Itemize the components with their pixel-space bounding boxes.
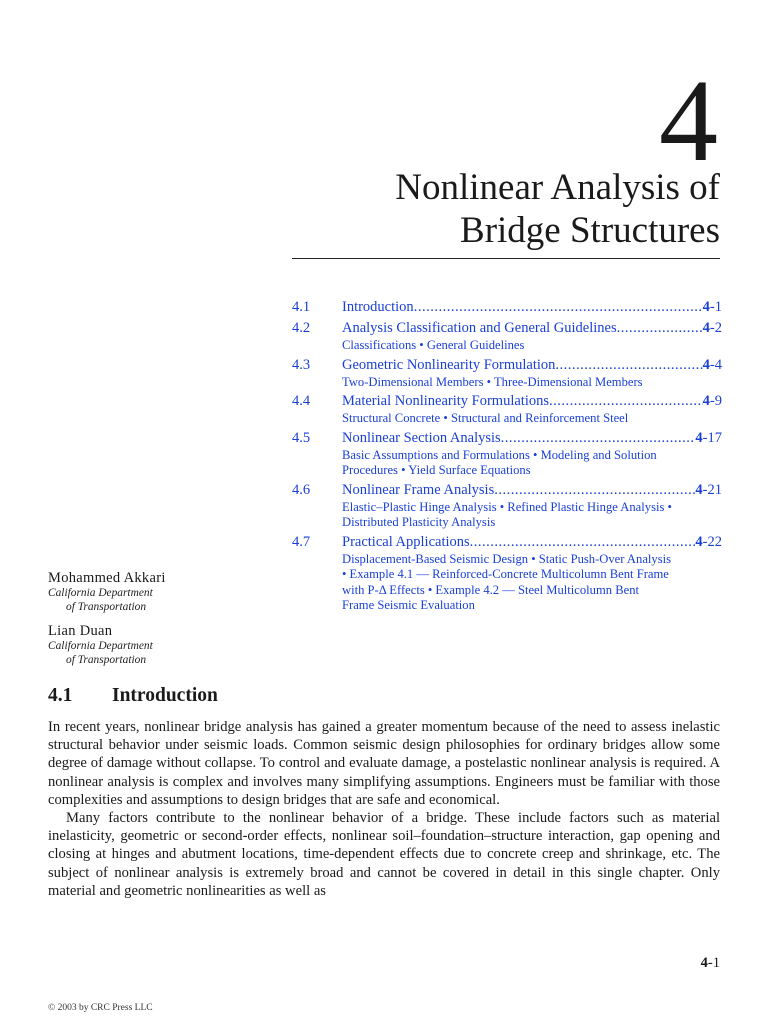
toc-leader-dots xyxy=(494,481,695,500)
toc-page-num: -9 xyxy=(709,393,722,409)
toc-entry[interactable] xyxy=(292,429,722,479)
toc-title-line[interactable] xyxy=(342,533,722,552)
toc-entry[interactable] xyxy=(292,356,722,391)
toc-entry[interactable] xyxy=(292,298,722,319)
toc-entry[interactable] xyxy=(292,392,722,427)
author-list xyxy=(48,569,278,675)
toc-page-num: -21 xyxy=(702,481,722,498)
toc-page-chapter: 4 xyxy=(702,299,710,315)
affiliation-line: of Transportation xyxy=(66,600,147,613)
toc-section-number[interactable]: 4.3 xyxy=(292,356,311,373)
toc-leader-dots xyxy=(549,392,703,411)
toc-leader-dots xyxy=(414,298,703,317)
author-affiliation xyxy=(48,587,278,614)
title-rule xyxy=(292,258,720,259)
toc-page-ref[interactable] xyxy=(703,356,722,375)
toc-page-chapter: 4 xyxy=(695,481,703,498)
toc-page-ref[interactable] xyxy=(703,319,722,338)
toc-page-num: -22 xyxy=(702,533,722,550)
section-heading xyxy=(48,685,218,707)
toc-section-number[interactable]: 4.5 xyxy=(292,429,311,446)
toc-subsections[interactable]: Basic Assumptions and Formulations • Modeling and Solution Procedures • Yield Surface Equations xyxy=(342,447,657,477)
toc-page-ref[interactable] xyxy=(695,481,722,500)
author-affiliation xyxy=(48,640,278,667)
chapter-title-line: Nonlinear Analysis of xyxy=(395,167,720,208)
toc-page-ref[interactable] xyxy=(695,429,722,448)
toc-page-chapter: 4 xyxy=(695,429,703,446)
toc-subsections[interactable]: Two-Dimensional Members • Three-Dimensional Members xyxy=(342,374,643,389)
toc-section-number[interactable]: 4.1 xyxy=(292,299,311,315)
toc-section-title[interactable]: Nonlinear Section Analysis xyxy=(342,429,501,446)
paragraph: Many factors contribute to the nonlinear behavior of a bridge. These include factors such as material inelasticity, geometric or second-order effects, nonlinear soil–foundation–structure interaction, gap opening and closing at hinges and abutment locations, time-dependent effects due to concrete creep and shrinkage, etc. The subject of nonlinear analysis is extremely broad and cannot be covered in detail in this single chapter. Only material and geometric nonlinearities as well as xyxy=(48,810,720,899)
toc-section-number[interactable]: 4.4 xyxy=(292,393,311,409)
affiliation-line: of Transportation xyxy=(66,653,147,666)
toc-page-num: -17 xyxy=(702,429,722,446)
toc-section-title[interactable]: Practical Applications xyxy=(342,533,470,550)
toc-title-line[interactable] xyxy=(342,319,722,338)
section-title: Introduction xyxy=(112,685,218,706)
toc-title-line[interactable] xyxy=(342,298,722,317)
author-name: Mohammed Akkari xyxy=(48,570,166,586)
affiliation-line: California Department xyxy=(48,640,153,652)
toc-section-title[interactable]: Analysis Classification and General Guidelines xyxy=(342,320,617,336)
toc-entry[interactable] xyxy=(292,481,722,531)
toc-page-ref[interactable] xyxy=(695,533,722,552)
page-number-value: -1 xyxy=(707,955,720,971)
toc-subsections[interactable]: Classifications • General Guidelines xyxy=(342,338,525,352)
toc-section-number[interactable]: 4.2 xyxy=(292,320,311,336)
toc-page-chapter: 4 xyxy=(702,320,710,336)
toc-title-line[interactable] xyxy=(342,392,722,411)
toc-title-line[interactable] xyxy=(342,429,722,448)
toc-entry[interactable] xyxy=(292,319,722,354)
toc-title-line[interactable] xyxy=(342,481,722,500)
toc-section-title[interactable]: Geometric Nonlinearity Formulation xyxy=(342,356,556,373)
table-of-contents xyxy=(292,298,722,616)
chapter-title xyxy=(395,166,720,252)
author-name: Lian Duan xyxy=(48,623,113,639)
body-text xyxy=(48,718,720,900)
copyright: © 2003 by CRC Press LLC xyxy=(48,1003,153,1013)
toc-subsections[interactable]: Structural Concrete • Structural and Reinforcement Steel xyxy=(342,411,629,425)
toc-page-chapter: 4 xyxy=(695,533,703,550)
toc-title-line[interactable] xyxy=(342,356,722,375)
toc-leader-dots xyxy=(617,319,703,338)
toc-entry[interactable] xyxy=(292,533,722,614)
page-number xyxy=(701,955,720,972)
toc-subsections[interactable]: Elastic–Plastic Hinge Analysis • Refined Plastic Hinge Analysis • Distributed Plasticity Analysis xyxy=(342,499,672,529)
toc-section-title[interactable]: Introduction xyxy=(342,299,414,315)
section-number: 4.1 xyxy=(48,685,73,706)
page-number-chapter: 4 xyxy=(700,955,708,971)
toc-subsections[interactable]: Displacement-Based Seismic Design • Static Push-Over Analysis • Example 4.1 — Reinforced-Concrete Multicolumn Bent Frame with P-Δ Effects • Example 4.2 — Steel Multicolumn Bent Frame Seismic Evaluation xyxy=(342,551,671,612)
toc-page-ref[interactable] xyxy=(703,392,722,411)
affiliation-line: California Department xyxy=(48,587,153,599)
toc-page-num: -2 xyxy=(709,320,722,336)
toc-page-chapter: 4 xyxy=(702,393,710,409)
toc-page-num: -1 xyxy=(709,299,722,315)
toc-leader-dots xyxy=(555,356,702,375)
toc-section-title[interactable]: Nonlinear Frame Analysis xyxy=(342,481,495,498)
toc-page-num: -4 xyxy=(709,356,722,373)
toc-page-chapter: 4 xyxy=(702,356,710,373)
paragraph: In recent years, nonlinear bridge analysis has gained a greater momentum because of the need to assess inelastic structural behavior under seismic loads. Common seismic design philosophies for ordinary bridges allow some degree of damage without collapse. To control and evaluate damage, a postelastic nonlinear analysis is required. A nonlinear analysis is complex and involves many simplifying assumptions. Engineers must be familiar with those complexities and assumptions to design bridges that are safe and economical. xyxy=(48,719,720,808)
chapter-number: 4 xyxy=(659,55,718,186)
toc-leader-dots xyxy=(470,533,696,552)
toc-leader-dots xyxy=(501,429,696,448)
toc-section-number[interactable]: 4.7 xyxy=(292,533,311,550)
toc-page-ref[interactable] xyxy=(703,298,722,317)
toc-section-number[interactable]: 4.6 xyxy=(292,481,311,498)
chapter-title-line: Bridge Structures xyxy=(460,210,720,251)
toc-section-title[interactable]: Material Nonlinearity Formulations xyxy=(342,393,549,409)
